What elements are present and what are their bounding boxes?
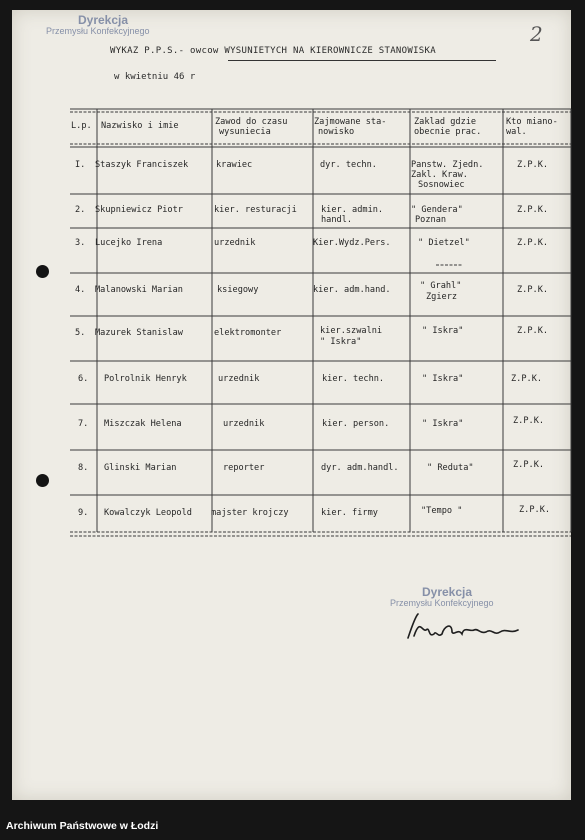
stamp-bottom: Dyrekcja Przemysłu Konfekcyjnego — [390, 585, 494, 608]
row-2-pos: kier. admin. — [321, 205, 384, 215]
row-7-prev: urzednik — [223, 419, 265, 429]
row-4-plant: Zgierz — [426, 292, 458, 302]
row-5-who: Z.P.K. — [517, 326, 549, 336]
row-6-who: Z.P.K. — [511, 374, 543, 384]
document-title: WYKAZ P.P.S.- owcow WYSUNIETYCH NA KIEROWNICZE STANOWISKA — [110, 46, 436, 56]
row-8-lp: 8. — [78, 463, 89, 473]
row-5-plant: " Iskra" — [422, 326, 464, 336]
row-3-pos: Kier.Wydz.Pers. — [313, 238, 391, 248]
row-4-prev: ksiegowy — [217, 285, 259, 295]
row-6-prev: urzednik — [218, 374, 260, 384]
row-3-who: Z.P.K. — [517, 238, 549, 248]
signature — [400, 608, 530, 648]
row-2-prev: kier. resturacji — [214, 205, 297, 215]
row-3-plant: " Dietzel" — [418, 238, 470, 248]
row-1-who: Z.P.K. — [517, 160, 549, 170]
row-8-name: Glinski Marian — [104, 463, 177, 473]
date-line: w kwietniu 46 r — [114, 72, 196, 82]
row-5-pos: " Iskra" — [320, 337, 362, 347]
row-4-name: Malanowski Marian — [95, 285, 183, 295]
row-7-pos: kier. person. — [322, 419, 390, 429]
row-9-pos: kier. firmy — [321, 508, 378, 518]
row-5-pos: kier.szwalni — [320, 326, 383, 336]
header-pos-2: nowisko — [318, 127, 355, 137]
row-1-name: Staszyk Franciszek — [95, 160, 189, 170]
row-7-lp: 7. — [78, 419, 89, 429]
row-1-lp: I. — [75, 160, 86, 170]
row-6-name: Polrolnik Henryk — [104, 374, 187, 384]
row-2-plant: " Gendera" — [411, 205, 463, 215]
header-who-1: Kto miano- — [506, 117, 558, 127]
row-3-lp: 3. — [75, 238, 86, 248]
row-1-plant: Panstw. Zjedn. — [411, 160, 484, 170]
header-name: Nazwisko i imie — [101, 121, 179, 131]
row-9-plant: "Tempo " — [421, 506, 463, 516]
row-8-prev: reporter — [223, 463, 265, 473]
archive-footer — [0, 812, 585, 840]
row-8-plant: " Reduta" — [427, 463, 474, 473]
row-6-pos: kier. techn. — [322, 374, 385, 384]
row-2-pos: handl. — [321, 215, 353, 225]
row-6-plant: " Iskra" — [422, 374, 464, 384]
row-3-prev: urzednik — [214, 238, 256, 248]
row-2-plant: Poznan — [415, 215, 447, 225]
archive-name: Archiwum Państwowe w Łodzi — [6, 820, 159, 832]
row-8-pos: dyr. adm.handl. — [321, 463, 399, 473]
stamp-top: Dyrekcja Przemysłu Konfekcyjnego — [46, 13, 150, 36]
header-who-2: wal. — [506, 127, 527, 137]
page-number: 2 — [530, 22, 543, 46]
row-5-name: Mazurek Stanislaw — [95, 328, 183, 338]
header-prev-1: Zawod do czasu — [215, 117, 288, 127]
row-4-who: Z.P.K. — [517, 285, 549, 295]
row-9-who: Z.P.K. — [519, 505, 551, 515]
row-2-name: Skupniewicz Piotr — [95, 205, 183, 215]
row-4-pos: kier. adm.hand. — [313, 285, 391, 295]
row-1-plant: Sosnowiec — [418, 180, 465, 190]
row-9-lp: 9. — [78, 508, 89, 518]
row-5-lp: 5. — [75, 328, 86, 338]
row-7-who: Z.P.K. — [513, 416, 545, 426]
row-2-lp: 2. — [75, 205, 86, 215]
row-5-prev: elektromonter — [214, 328, 282, 338]
row-9-name: Kowalczyk Leopold — [104, 508, 192, 518]
header-prev-2: wysuniecia — [219, 127, 271, 137]
row-3-name: Lucejko Irena — [95, 238, 163, 248]
row-7-name: Miszczak Helena — [104, 419, 182, 429]
row-1-prev: krawiec — [216, 160, 253, 170]
header-lp: L.p. — [71, 121, 92, 131]
row-4-lp: 4. — [75, 285, 86, 295]
row-9-prev: majster krojczy — [211, 508, 289, 518]
row-6-lp: 6. — [78, 374, 89, 384]
row-1-pos: dyr. techn. — [320, 160, 377, 170]
header-plant-1: Zaklad gdzie — [414, 117, 477, 127]
row-1-plant: Zakl. Kraw. — [411, 170, 468, 180]
row-8-who: Z.P.K. — [513, 460, 545, 470]
row-7-plant: " Iskra" — [422, 419, 464, 429]
row-4-plant: " Grahl" — [420, 281, 462, 291]
header-pos-1: Zajmowane sta- — [314, 117, 387, 127]
row-2-who: Z.P.K. — [517, 205, 549, 215]
header-plant-2: obecnie prac. — [414, 127, 482, 137]
